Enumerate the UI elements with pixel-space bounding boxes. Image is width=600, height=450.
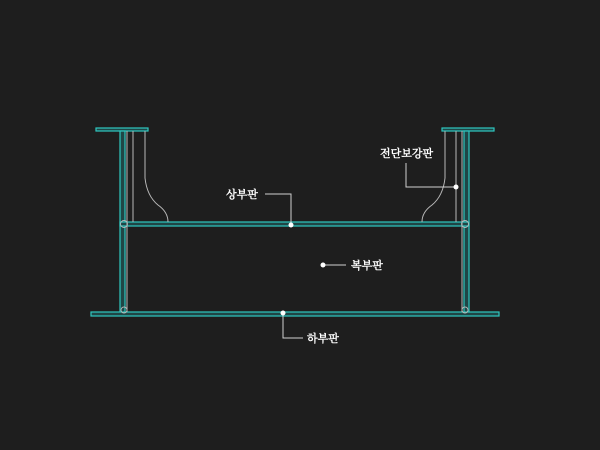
shear-reinforcement-marker xyxy=(454,185,459,190)
bottom-plate-leader xyxy=(283,313,303,338)
top-plate xyxy=(120,222,469,226)
left-shear-reinforcement-plate xyxy=(145,131,168,222)
bottom-plate-marker xyxy=(281,311,286,316)
bottom-plate xyxy=(91,312,499,316)
shear-reinforcement-label: 전단보강판 xyxy=(380,147,434,160)
bottom-plate-label: 하부판 xyxy=(307,332,339,345)
top-plate-leader xyxy=(265,194,291,225)
right-shear-reinforcement-plate xyxy=(422,131,445,222)
web-plate-marker xyxy=(321,263,326,268)
web-plate-label: 복부판 xyxy=(351,259,383,272)
top-plate-label: 상부판 xyxy=(226,188,258,201)
shear-reinforcement-leader xyxy=(406,163,456,187)
top-plate-marker xyxy=(289,223,294,228)
